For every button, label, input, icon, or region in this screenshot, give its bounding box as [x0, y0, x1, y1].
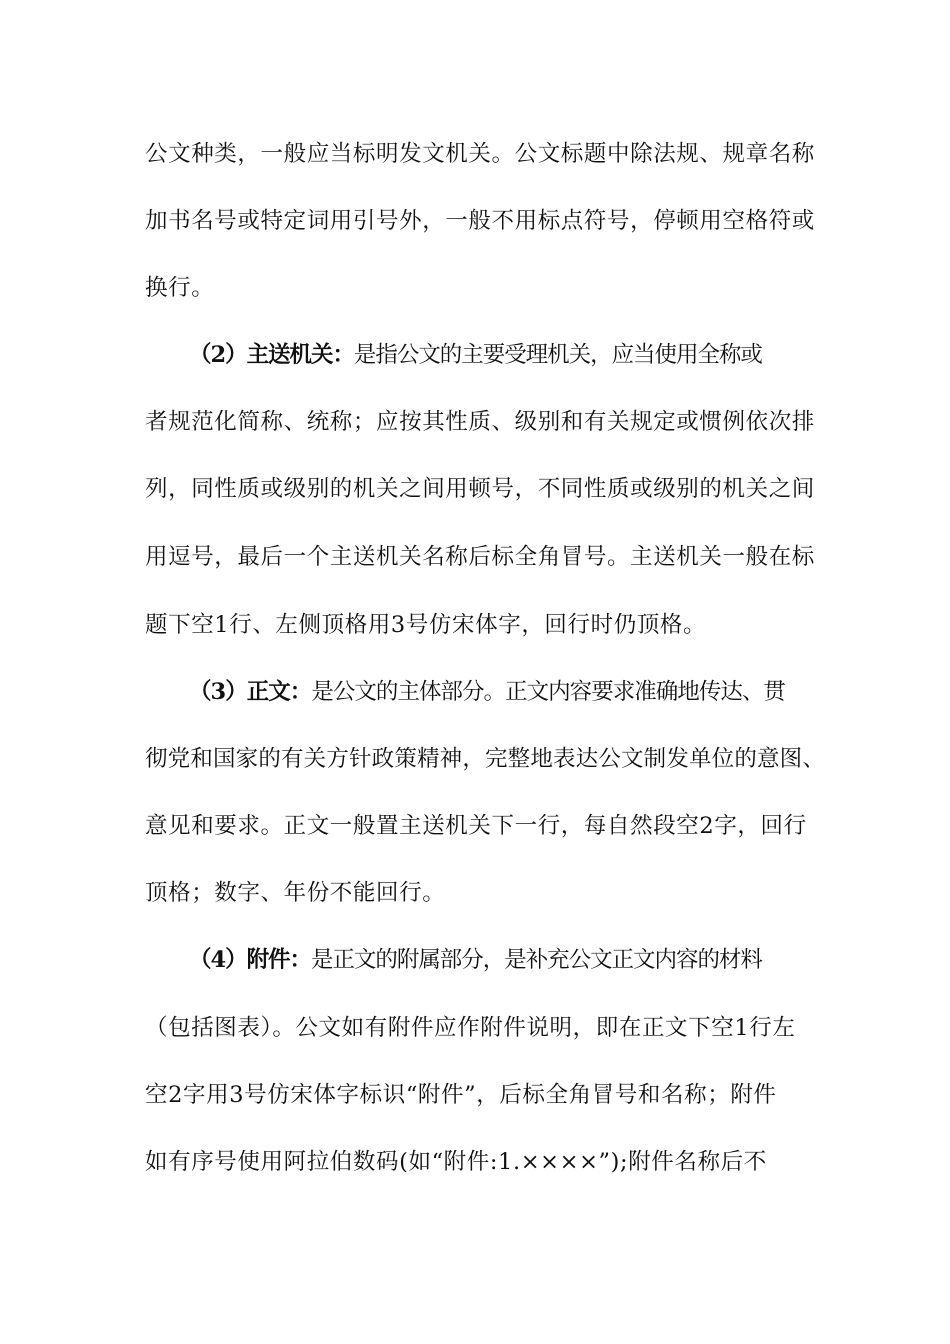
- text-line: 空2字用3号仿宋体字标识“附件”，后标全角冒号和名称；附件: [145, 1082, 777, 1108]
- text-line: 公文种类，一般应当标明发文机关。公文标题中除法规、规章名称: [145, 141, 815, 167]
- text-line: 意见和要求。正文一般置主送机关下一行，每自然段空2字，回行: [145, 813, 807, 839]
- text-line: 者规范化简称、统称；应按其性质、级别和有关规定或惯例依次排: [145, 409, 815, 435]
- section-heading: （4）附件：: [189, 947, 311, 973]
- text-line: （包括图表）。公文如有附件应作附件说明，即在正文下空1行左: [145, 1015, 796, 1041]
- text-line: 列，同性质或级别的机关之间用顿号，不同性质或级别的机关之间: [145, 476, 815, 502]
- section-heading: （2）主送机关：: [189, 342, 354, 368]
- text-line: 加书名号或特定词用引号外，一般不用标点符号，停顿用空格符或: [145, 208, 815, 234]
- text-line: 彻党和国家的有关方针政策精神，完整地表达公文制发单位的意图、: [145, 746, 826, 772]
- section-heading: （3）正文：: [189, 679, 312, 705]
- paragraph-first-line: [189, 335, 869, 375]
- text-line: 如有序号使用阿拉伯数码(如“附件:1.××××”);附件名称后不: [145, 1149, 767, 1175]
- text-span: 是指公文的主要受理机关，应当使用全称或: [353, 342, 762, 368]
- text-line: 用逗号，最后一个主送机关名称后标全角冒号。主送机关一般在标: [145, 544, 815, 570]
- text-line: 换行。: [145, 275, 215, 301]
- paragraph-first-line: [189, 940, 869, 980]
- text-line: 顶格；数字、年份不能回行。: [145, 880, 446, 906]
- paragraph-first-line: [189, 672, 869, 712]
- text-span: 是正文的附属部分，是补充公文正文内容的材料: [310, 947, 762, 973]
- text-span: 是公文的主体部分。正文内容要求准确地传达、贯: [311, 679, 785, 705]
- text-line: 题下空1行、左侧顶格用3号仿宋体字，回行时仍顶格。: [145, 612, 707, 638]
